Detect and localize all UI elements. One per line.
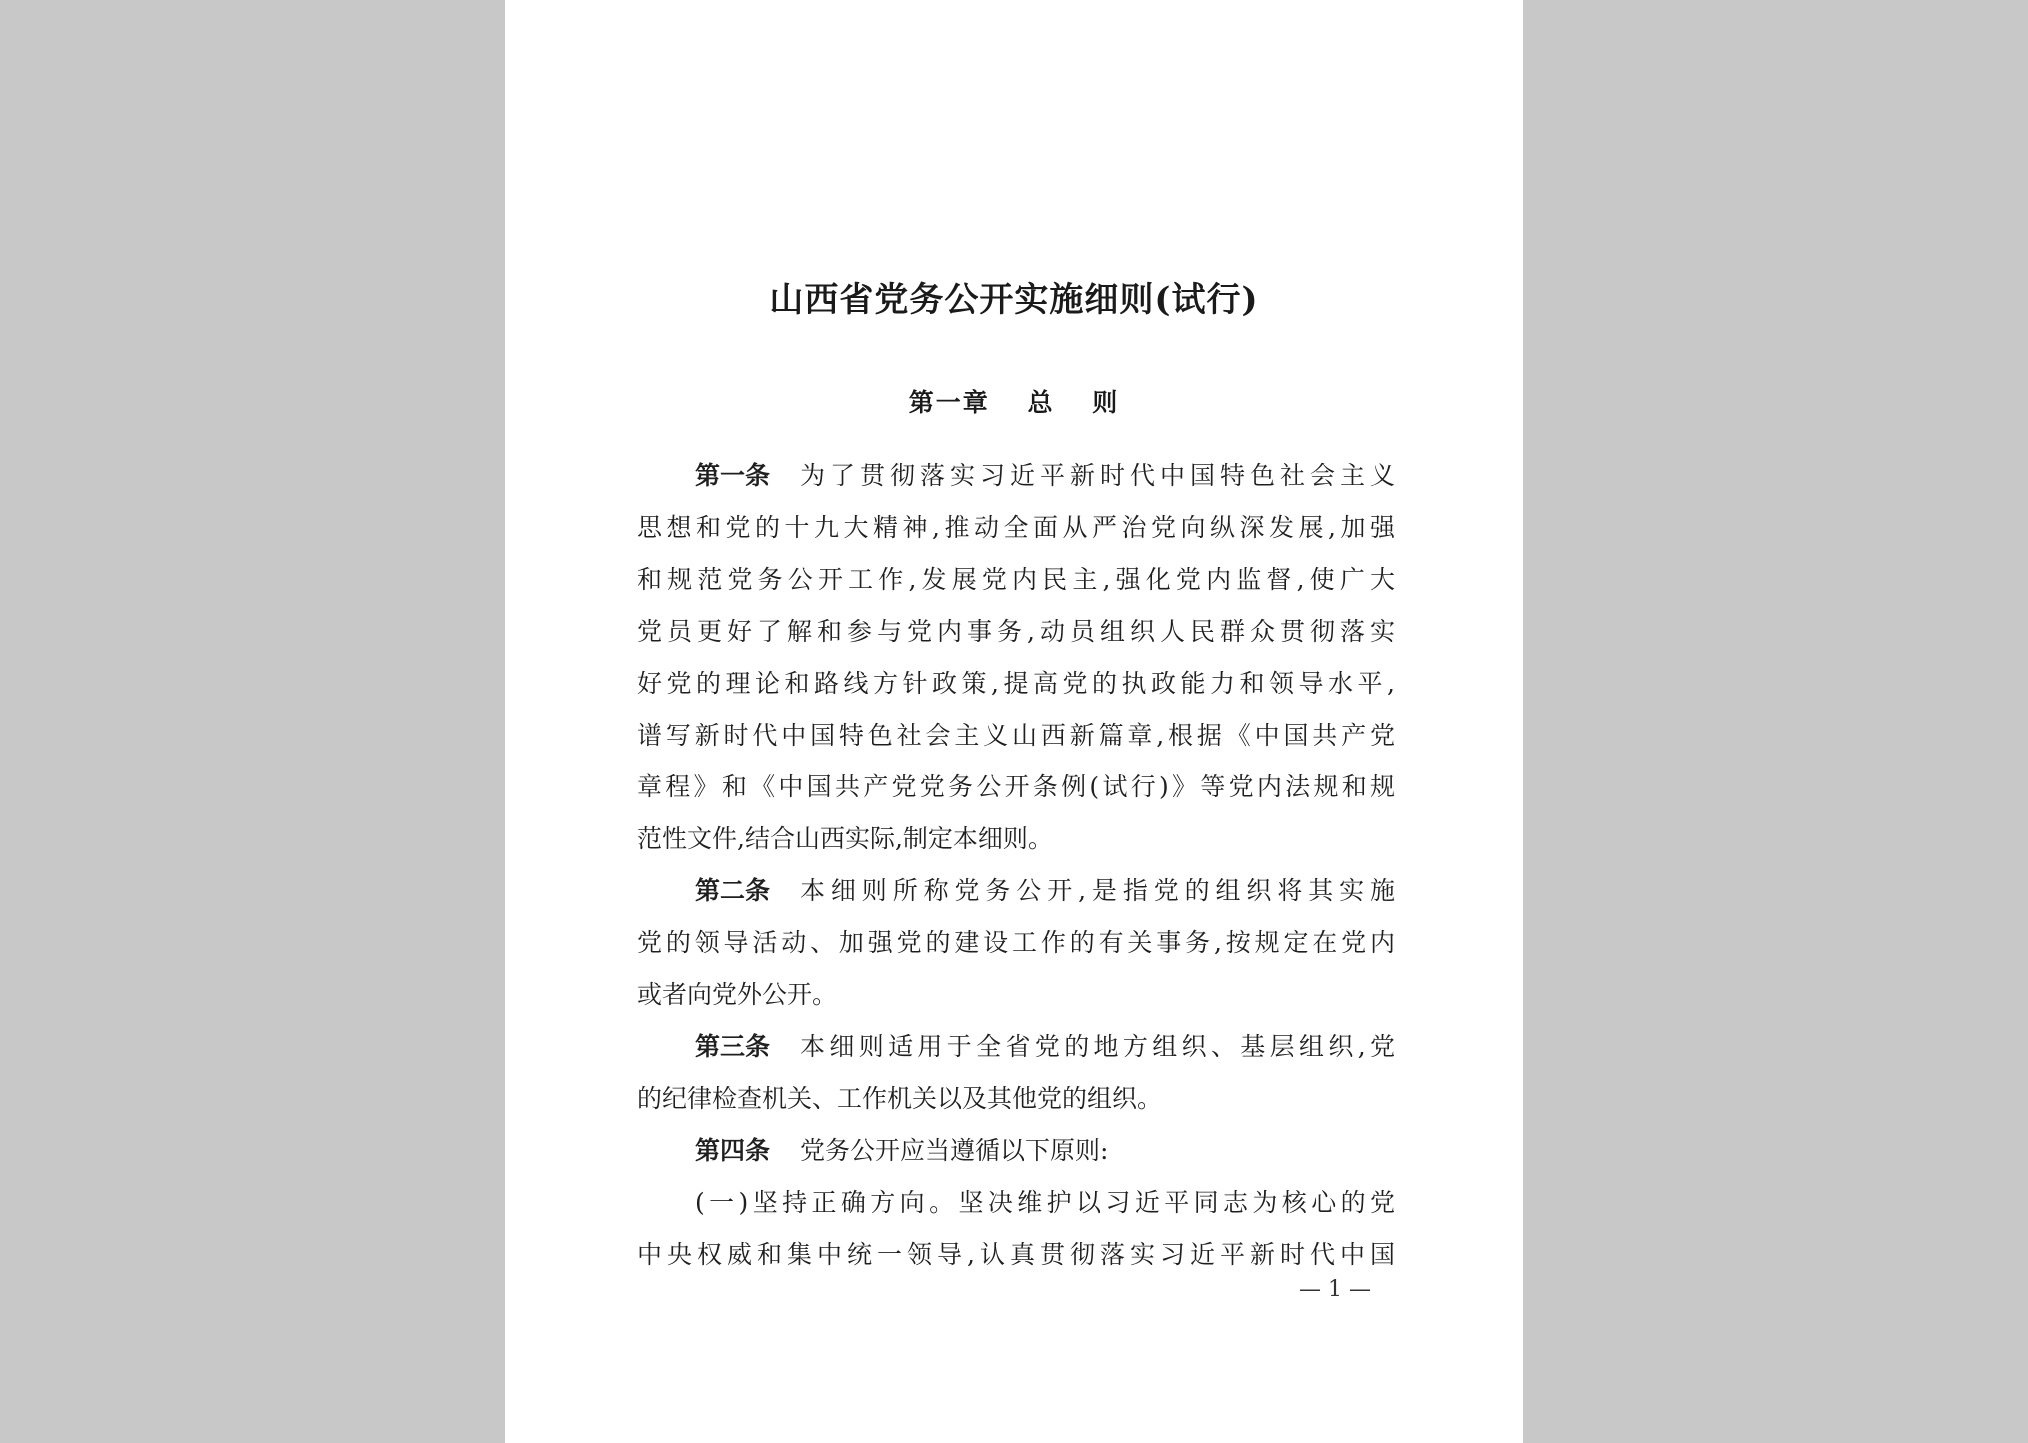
article-number: 第四条	[695, 1135, 771, 1165]
article-text: 为了贯彻落实习近平新时代中国特色社会主义	[800, 461, 1396, 490]
body-line: 中央权威和集中统一领导,认真贯彻落实习近平新时代中国	[637, 1239, 1395, 1269]
article-first-line	[695, 1029, 1395, 1065]
body-line: 党员更好了解和参与党内事务,动员组织人民群众贯彻落实	[637, 616, 1395, 646]
body-line: (一)坚持正确方向。坚决维护以习近平同志为核心的党	[695, 1187, 1395, 1217]
body-line: 范性文件,结合山西实际,制定本细则。	[637, 824, 1053, 854]
document-page	[505, 0, 1523, 1443]
article-first-line	[695, 873, 1395, 909]
article-text: 本细则所称党务公开,是指党的组织将其实施	[800, 876, 1396, 906]
body-line: 的纪律检查机关、工作机关以及其他党的组织。	[637, 1083, 1163, 1113]
article-number: 第一条	[695, 461, 771, 490]
document-title: 山西省党务公开实施细则(试行)	[769, 280, 1259, 320]
article-text: 本细则适用于全省党的地方组织、基层组织,党	[800, 1031, 1396, 1061]
body-line: 党的领导活动、加强党的建设工作的有关事务,按规定在党内	[637, 928, 1395, 958]
body-line: 章程》和《中国共产党党务公开条例(试行)》等党内法规和规	[637, 772, 1395, 802]
body-line: 或者向党外公开。	[637, 980, 838, 1009]
article-number: 第二条	[695, 876, 771, 906]
page-number: — 1 —	[1299, 1277, 1371, 1302]
article-text: 党务公开应当遵循以下原则:	[800, 1135, 1109, 1165]
chapter-heading: 第一章 总 则	[908, 388, 1120, 417]
article-first-line	[695, 458, 1395, 494]
body-line: 好党的理论和路线方针政策,提高党的执政能力和领导水平,	[637, 668, 1395, 698]
article-number: 第三条	[695, 1031, 771, 1061]
body-line: 思想和党的十九大精神,推动全面从严治党向纵深发展,加强	[637, 512, 1395, 542]
body-line: 谱写新时代中国特色社会主义山西新篇章,根据《中国共产党	[637, 720, 1395, 750]
body-line: 和规范党务公开工作,发展党内民主,强化党内监督,使广大	[637, 564, 1395, 594]
article-first-line	[695, 1133, 1395, 1169]
